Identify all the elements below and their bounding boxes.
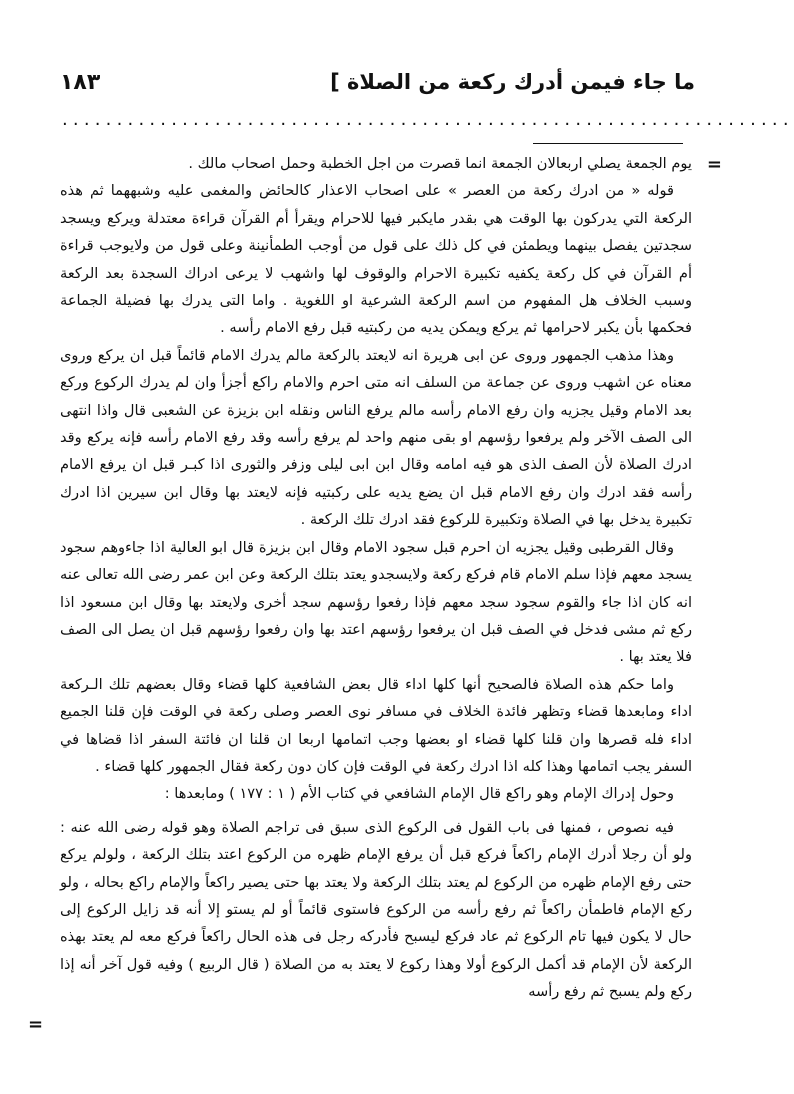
continuation-mark-bottom: =: [28, 1014, 44, 1035]
page-header: [60, 62, 695, 102]
paragraph-5: واما حكم هذه الصلاة فالصحيح أنها كلها اداء قال بعض الشافعية كلها قضاء وقال بعضهم تلك الـركعة اداء ومابعدها قضاء وتظهر فائدة الخلاف في مسافر نوى العصر وصلى ركعة في الوقت فإن قلنا الجميع اداء فله قصرها وان قلنا كلها قضاء او بعضها وجب اتمامها اربعا ان قلنا ان فائتة السفر اذا قضاها في السفر يجب اتمامها وهذا كله اذا ادرك ركعة في الوقت فإن كان دون ركعة فقال الجمهور كلها قضاء .: [60, 675, 692, 775]
paragraph-7: فيه نصوص ، فمنها فى باب القول فى الركوع الذى سبق فى تراجم الصلاة وهو قوله رضى الله عنه : ولو أن رجلا أدرك الإمام راكعاً فركع قبل أن يرفع الإمام ظهره من الركوع اعتد بتلك الركعة ، ولولم يركع حتى رفع الإمام ظهره من الركوع لم يعتد بتلك الركعة ولا يعتد بها حتى يصير راكعاً والإمام راكع بحاله ، ولو ركع الإمام فاطمأن راكعاً ثم رفع رأسه من الركوع فاستوى قائماً أو لم يستو إلا أنه قد زايل الركوع إلى حال لا يكون فيها تام الركوع ثم عاد فركع ليسبح فأدركه رجل فى هذه الحال راكعاً فركع معه لم يعتد بهذه الركعة لأن الإمام قد أكمل الركوع أولا وهذا ركوع لا يعتد به من الصلاة ( قال الربيع ) وفيه قول آخر أنه إذا ركع ولم يسبح ثم رفع رأسه: [60, 818, 692, 1001]
paragraph-4: وقال القرطبى وقيل يجزيه ان احرم قبل سجود الامام وقال ابن بزيزة قال ابو العالية اذا جاءوهم سجود يسجد معهم فإذا سلم الامام قام فركع ركعة ولايسجدو يعتد بتلك الركعة وعن ابن عمر رضى الله تعالى عنه انه كان اذا جاء والقوم سجود سجد معهم فإذا رفعوا رؤسهم سجد أخرى ولايعتد بها وقال ابن مسعود اذا ركع ثم مشى فدخل في الصف قبل ان يرفعوا رؤسهم اعتد بها وان رفعوا رؤسهم قبل ان يصل الى الصف فلا يعتد بها .: [60, 538, 692, 666]
paragraph-6: وحول إدراك الإمام وهو راكع قال الإمام الشافعي في كتاب الأم ( ١ : ١٧٧ ) ومابعدها :: [164, 785, 674, 803]
running-title: ما جاء فيمن أدرك ركعة من الصلاة ]: [330, 70, 695, 94]
dotted-separator: ...................................................................: [62, 109, 794, 130]
page-number: ١٨٣: [60, 69, 101, 95]
footnote-body: [60, 150, 692, 1006]
paragraph-2: قوله « من ادرك ركعة من العصر » على اصحاب الاعذار كالحائض والمغمى عليه وشبههما ثم هذه الركعة التي يدركون بها الوقت هي بقدر مايكبر فيها للاحرام ويقرأ أم القرآن قراءة معتدلة ويركع ويسجد سجدتين يفصل بينهما ويطمئن في كل ذلك على قول من أوجب الطمأنينة وعلى قول من ولايوجب قراءة أم القرآن في كل ركعة يكفيه تكبيرة الاحرام والوقوف لها واشهب لا يرعى ادراك السجدة بعد الركعة وسبب الخلاف هل المفهوم من اسم الركعة الشرعية او اللغوية . واما التى يدرك بها فضيلة الجماعة فحكمها بأن يكبر لاحرامها ثم يركع ويمكن يديه من ركبتيه قبل رفع الامام رأسه .: [60, 182, 692, 337]
footnote-rule: [533, 143, 683, 144]
paragraph-3: وهذا مذهب الجمهور وروى عن ابى هريرة انه لايعتد بالركعة مالم يدرك الامام قائماً قبل ان يركع وروى معناه عن اشهب وروى عن جماعة من السلف انه متى احرم والامام راكع أجزأ وان لم يدرك الركوع وركع بعد الامام وقيل يجزيه وان رفع الامام رأسه مالم يرفع الناس ونقله ابن بزيزة عن الشعبى قال واذا انتهى الى الصف الآخر ولم يرفعوا رؤسهم او بقى منهم واحد لم يرفع رأسه وقد رفع الامام رأسه فإنه يركع وقد ادرك الصلاة لأن الصف الذى هو فيه امامه وقال ابن ابى ليلى وزفر والثورى اذا كبـر قبل ان يرفع الامام رأسه فقد ادرك وان رفع الامام قبل ان يضع يديه على ركبتيه فإنه لايعتد بها وقال ابن سيرين اذا ادرك تكبيرة يدخل بها في الصلاة وتكبيرة للركوع فقد ادرك تلك الركعة .: [60, 346, 692, 529]
paragraph-1: يوم الجمعة يصلي اربعالان الجمعة انما قصرت من اجل الخطبة وحمل اصحاب مالك .: [188, 155, 692, 172]
continuation-mark-top: =: [706, 154, 722, 175]
